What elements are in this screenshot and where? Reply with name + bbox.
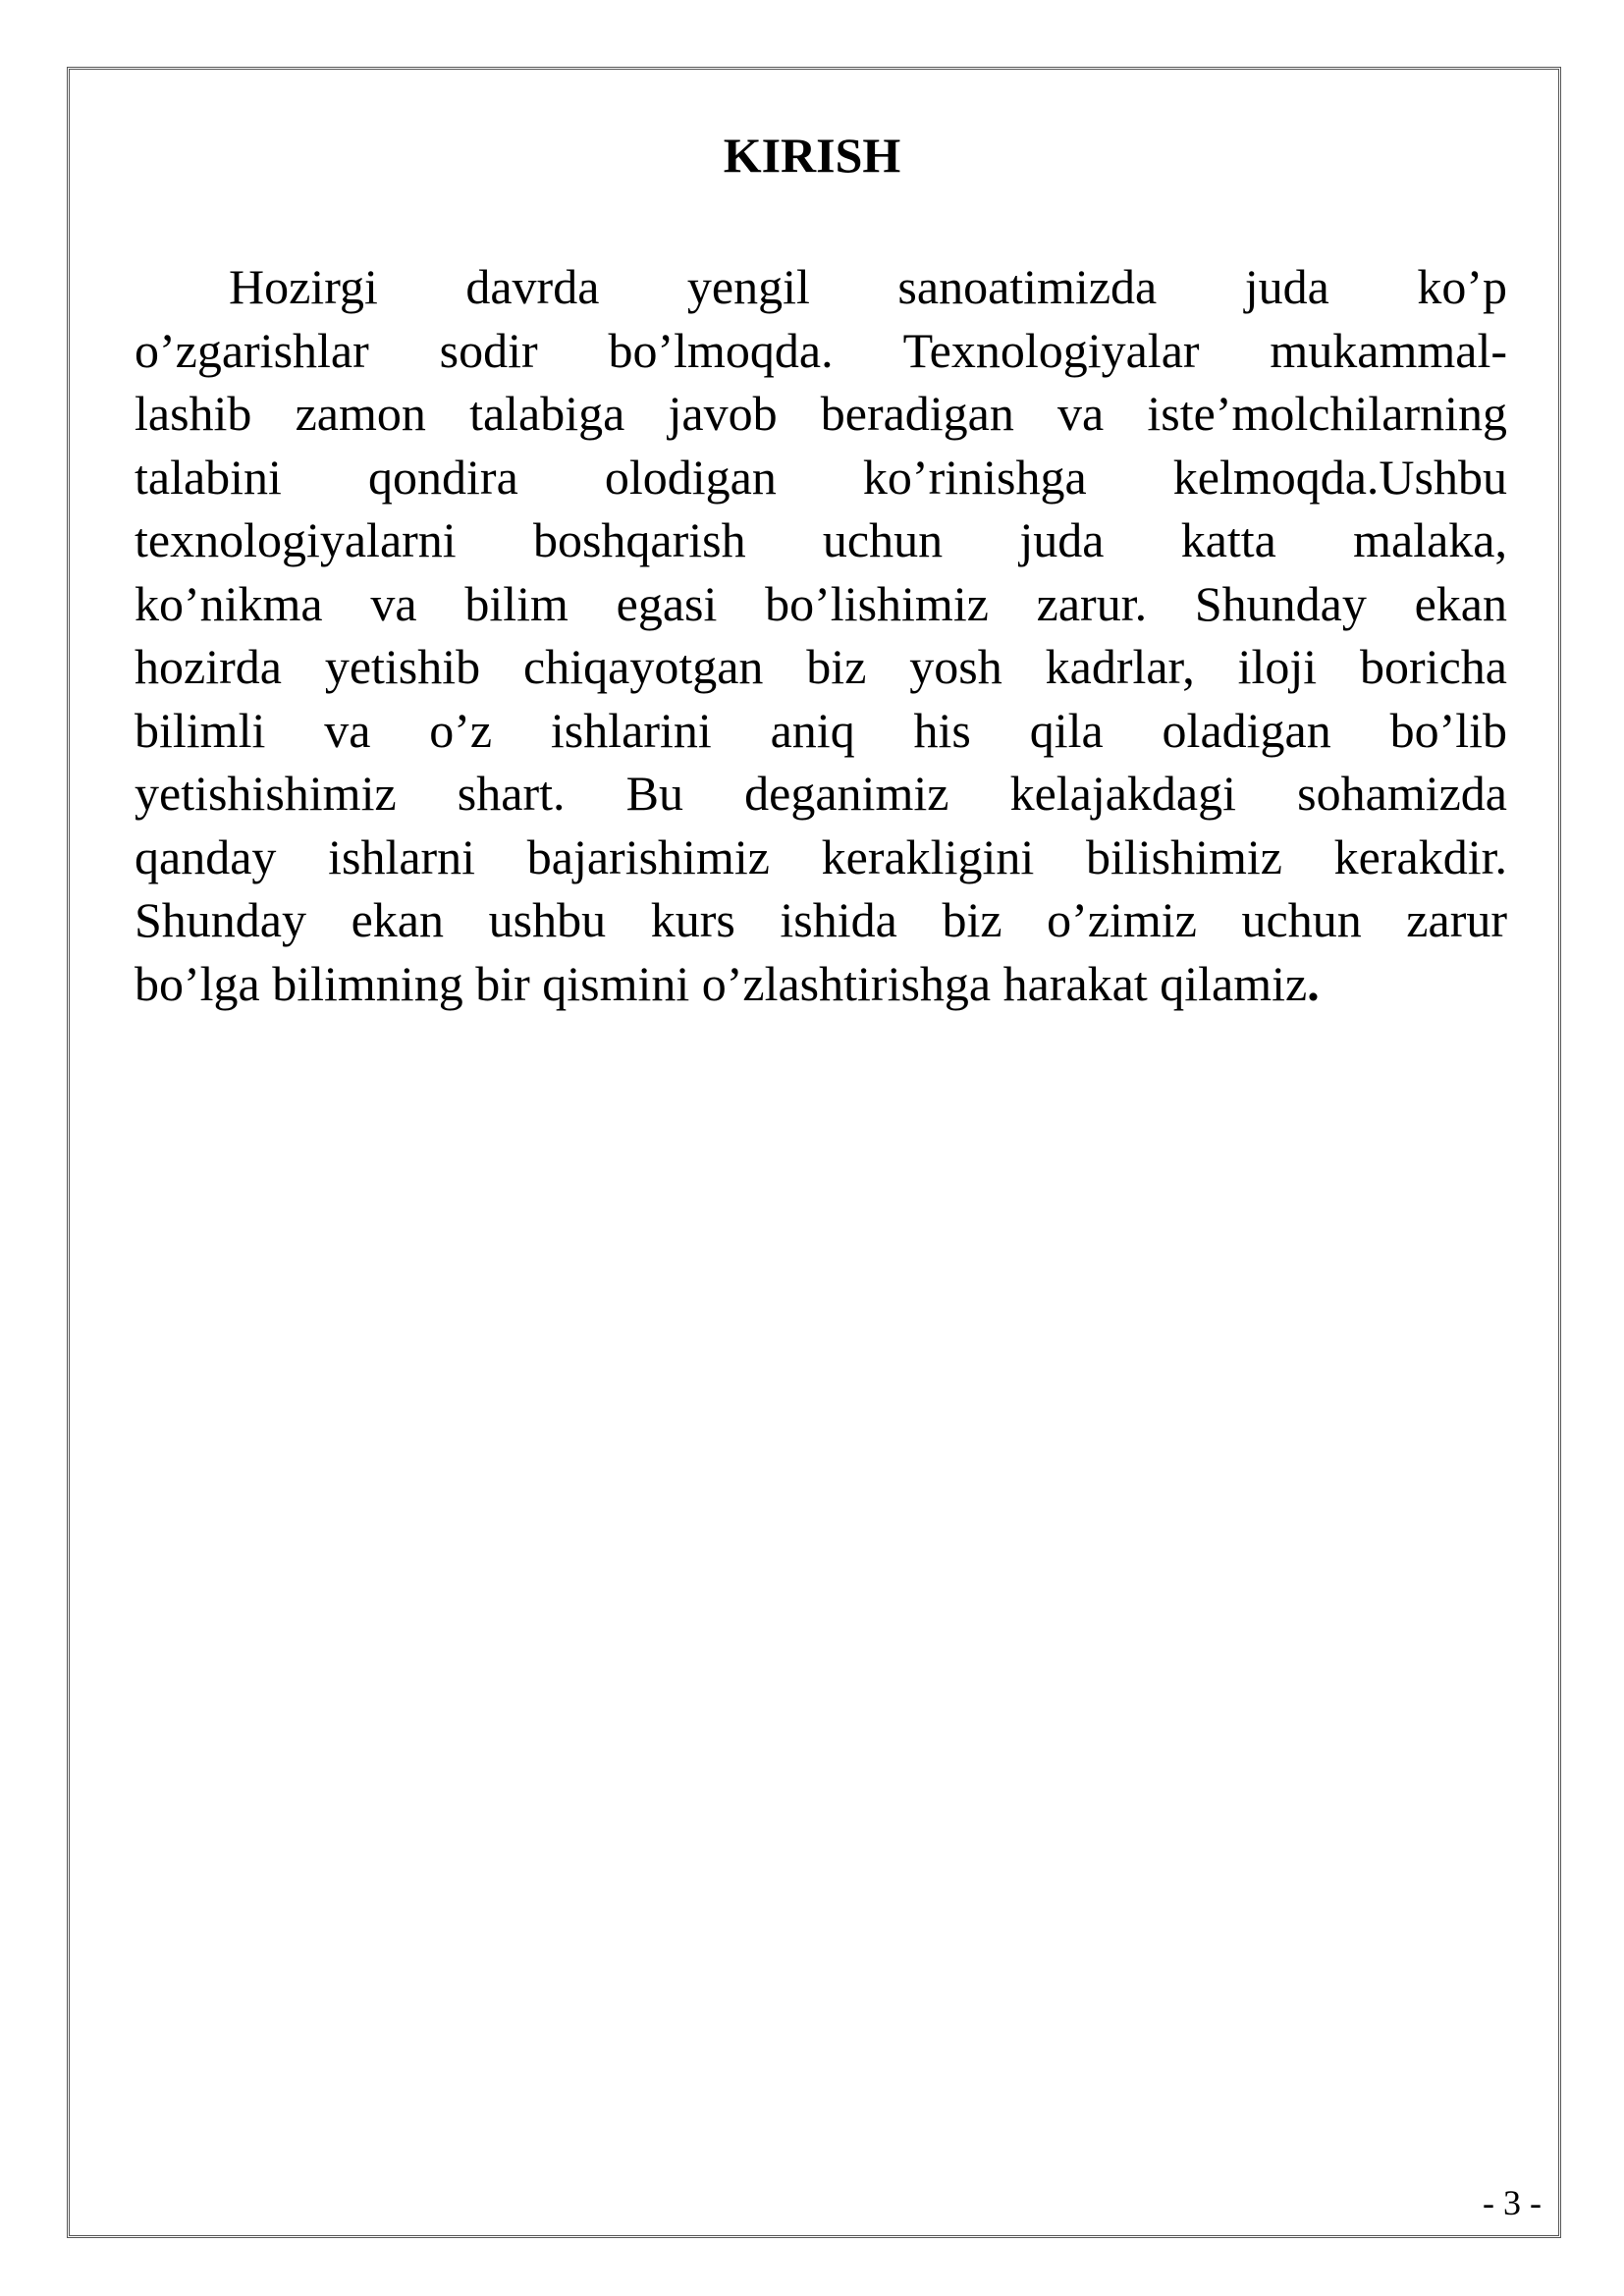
- final-period: .: [1307, 955, 1320, 1011]
- paragraph-line: hozirda yetishib chiqayotgan biz yosh kadrlar, iloji boricha: [135, 639, 1507, 694]
- page-number: - 3 -: [1483, 2183, 1542, 2222]
- intro-paragraph: [135, 255, 1507, 1015]
- paragraph-line: texnologiyalarni boshqarish uchun juda katta malaka,: [135, 512, 1507, 567]
- paragraph-line-text: bo’lga bilimning bir qismini o’zlashtirishga harakat qilamiz: [135, 955, 1308, 1011]
- paragraph-line: lashib zamon talabiga javob beradigan va iste’molchilarning: [135, 386, 1507, 441]
- paragraph-line: Shunday ekan ushbu kurs ishida biz o’zimiz uchun zarur: [135, 892, 1507, 947]
- paragraph-line: bilimli va o’z ishlarini aniq his qila oladigan bo’lib: [135, 702, 1507, 758]
- paragraph-line: Hozirgi davrda yengil sanoatimizda juda ko’p: [229, 259, 1507, 314]
- paragraph-line: o’zgarishlar sodir bo’lmoqda. Texnologiyalar mukammal-: [135, 322, 1507, 378]
- paragraph-line: qanday ishlarni bajarishimiz kerakligini bilishimiz kerakdir.: [135, 828, 1507, 884]
- paragraph-last-line: [135, 952, 1507, 1016]
- paragraph-line: ko’nikma va bilim egasi bo’lishimiz zarur. Shunday ekan: [135, 575, 1507, 631]
- section-heading: KIRISH: [723, 128, 901, 183]
- paragraph-line: yetishishimiz shart. Bu deganimiz kelajakdagi sohamizda: [135, 766, 1507, 821]
- paragraph-line: talabini qondira olodigan ko’rinishga kelmoqda.Ushbu: [135, 449, 1507, 505]
